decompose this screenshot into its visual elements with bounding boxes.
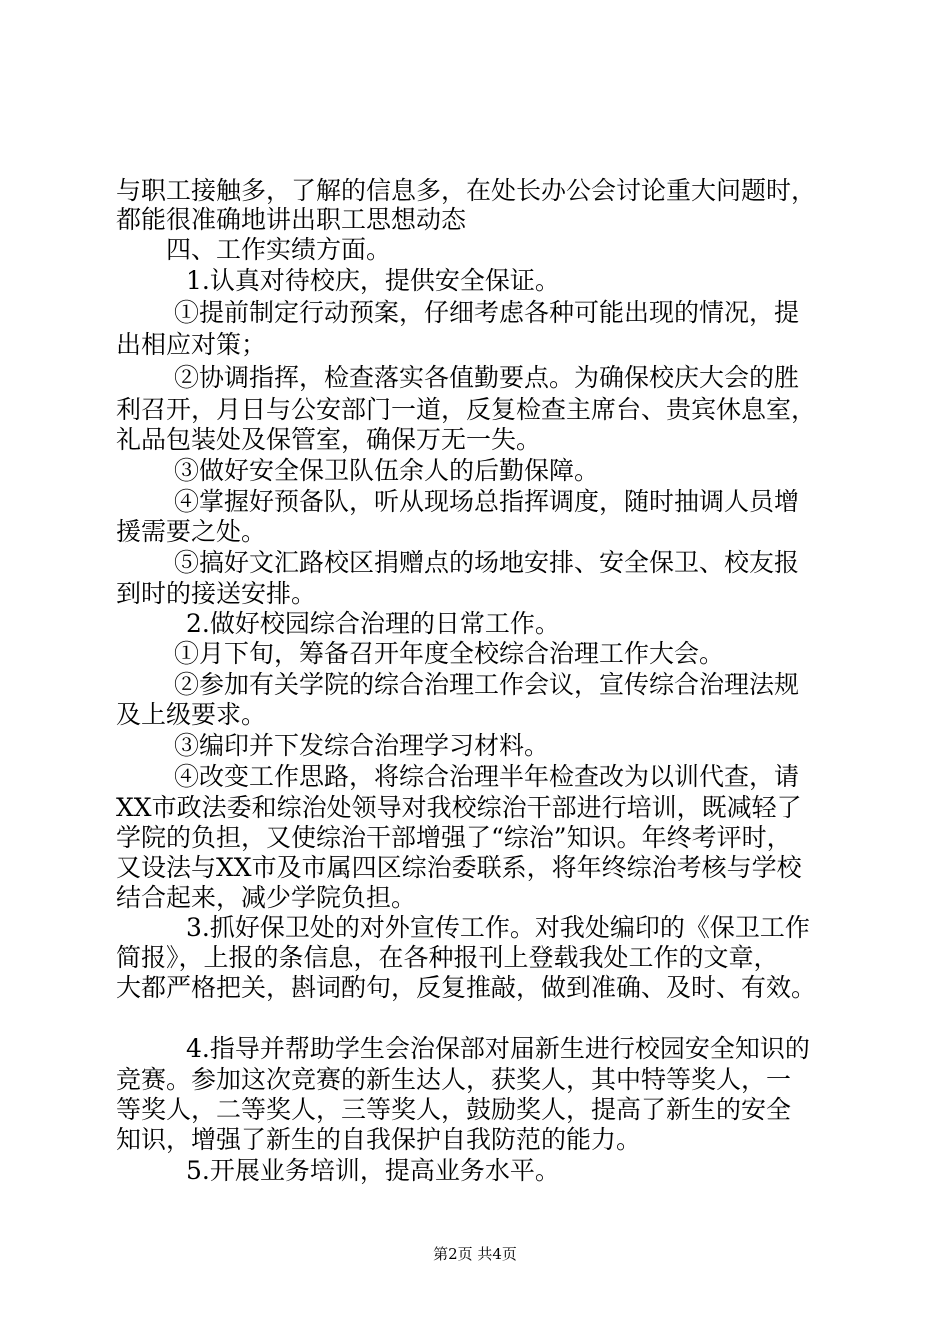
text-line: 利召开，月日与公安部门一道，反复检查主席台、贵宾休息室，	[116, 395, 817, 424]
text-line: 竞赛。参加这次竞赛的新生达人，获奖人，其中特等奖人，一	[116, 1065, 792, 1094]
text-line: ①月下旬，筹备召开年度全校综合治理工作大会。	[174, 639, 725, 668]
text-line: ②协调指挥，检查落实各值勤要点。为确保校庆大会的胜	[174, 363, 800, 392]
text-line: 到时的接送安排。	[116, 579, 317, 608]
text-line: 等奖人，二等奖人，三等奖人，鼓励奖人，提高了新生的安全	[116, 1095, 792, 1124]
text-line: ①提前制定行动预案，仔细考虑各种可能出现的情况，提	[174, 298, 800, 327]
subsection-heading: 2.做好校园综合治理的日常工作。	[186, 609, 560, 638]
text-line: ④掌握好预备队，听从现场总指挥调度，随时抽调人员增	[174, 487, 800, 516]
text-line: ②参加有关学院的综合治理工作会议，宣传综合治理法规	[174, 670, 800, 699]
text-line: 都能很准确地讲出职工思想动态	[116, 205, 467, 234]
text-line: 礼品包装处及保管室，确保万无一失。	[116, 425, 542, 454]
text-line: 大都严格把关，斟词酌句，反复推敲，做到准确、及时、有效。	[116, 973, 817, 1002]
subsection-heading: 1.认真对待校庆，提供安全保证。	[186, 266, 560, 295]
text-line: 出相应对策；	[116, 330, 267, 359]
text-line: 又设法与XX市及市属四区综治委联系，将年终综治考核与学校	[116, 853, 802, 882]
text-line: ③编印并下发综合治理学习材料。	[174, 731, 550, 760]
text-line: 简报》，上报的条信息，在各种报刊上登载我处工作的文章，	[116, 943, 779, 972]
text-line: 及上级要求。	[116, 700, 267, 729]
text-line: ④改变工作思路，将综合治理半年检查改为以训代查，请	[174, 762, 800, 791]
text-line: ⑤搞好文汇路校区捐赠点的场地安排、安全保卫、校友报	[174, 548, 800, 577]
text-line: ③做好安全保卫队伍余人的后勤保障。	[174, 456, 600, 485]
text-line: 援需要之处。	[116, 517, 267, 546]
text-line: 学院的负担，又使综治干部增强了“综治”知识。年终考评时，	[116, 823, 792, 852]
section-heading: 四、工作实绩方面。	[166, 235, 392, 264]
page-footer: 第2页 共4页	[433, 1245, 517, 1263]
text-line: 结合起来，减少学院负担。	[116, 883, 417, 912]
text-line: 知识，增强了新生的自我保护自我防范的能力。	[116, 1125, 642, 1154]
text-line: 与职工接触多，了解的信息多，在处长办公会讨论重大问题时，	[116, 176, 817, 205]
subsection-heading: 3.抓好保卫处的对外宣传工作。对我处编印的《保卫工作	[186, 913, 810, 942]
text-line: XX市政法委和综治处领导对我校综治干部进行培训，既减轻了	[116, 793, 802, 822]
subsection-heading: 5.开展业务培训，提高业务水平。	[186, 1156, 560, 1185]
subsection-heading: 4.指导并帮助学生会治保部对届新生进行校园安全知识的	[186, 1034, 810, 1063]
